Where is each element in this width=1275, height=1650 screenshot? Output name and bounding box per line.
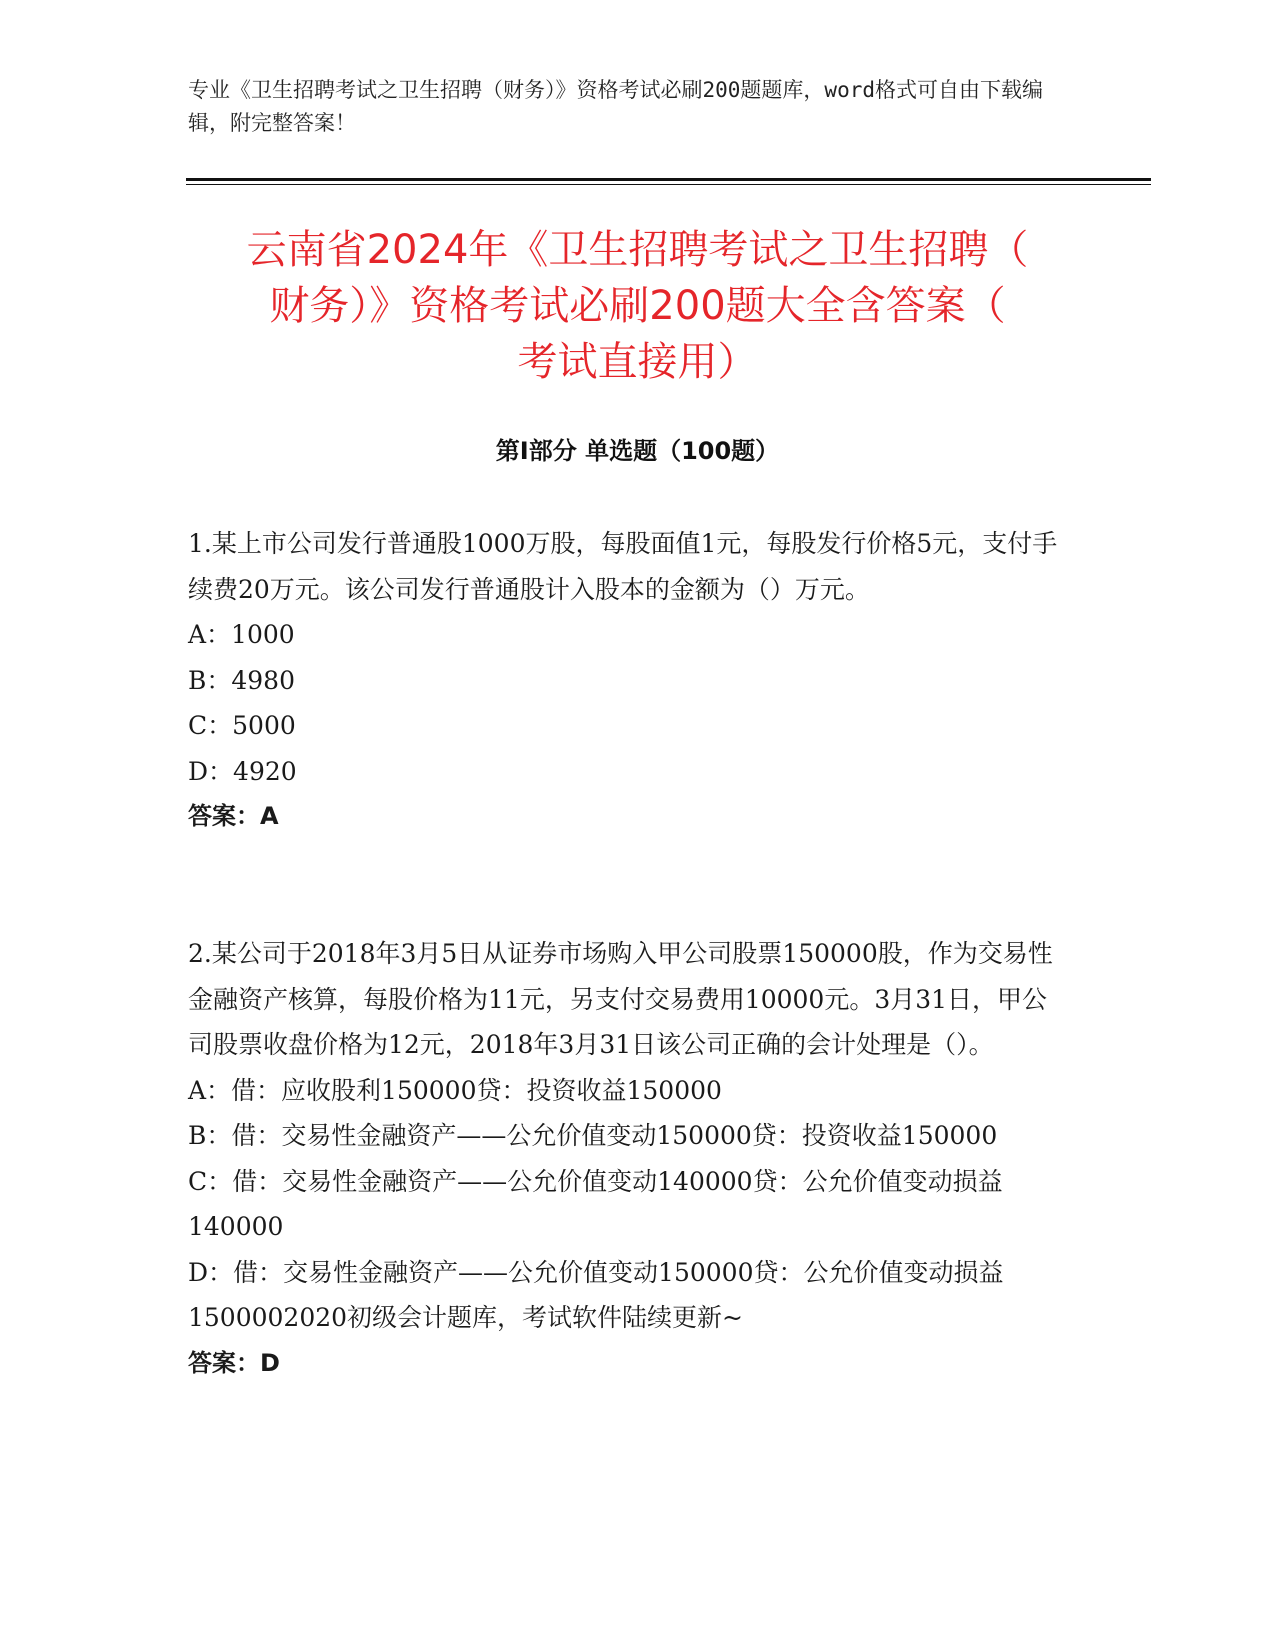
document-title-line-1: 云南省2024年《卫生招聘考试之卫生招聘（ — [246, 227, 1029, 273]
document-title — [150, 222, 1125, 390]
question-2 — [188, 931, 1068, 1386]
question-stem: 2.某公司于2018年3月5日从证券市场购入甲公司股票150000股，作为交易性金融资产核算，每股价格为11元，另支付交易费用10000元。3月31日，甲公司股票收盘价格为12元，2018年3月31日该公司正确的会计处理是（）。 — [188, 939, 1053, 1059]
option-b: B：4980 — [188, 665, 295, 695]
option-d: D：借：交易性金融资产——公允价值变动150000贷：公允价值变动损益1500002020初级会计题库，考试软件陆续更新~ — [188, 1257, 1004, 1332]
header-note: 专业《卫生招聘考试之卫生招聘（财务）》资格考试必刷200题题库，word格式可自由下载编辑，附完整答案！ — [188, 78, 1043, 135]
answer-label: 答案：D — [188, 1348, 280, 1377]
question-stem: 1.某上市公司发行普通股1000万股，每股面值1元，每股发行价格5元，支付手续费20万元。该公司发行普通股计入股本的金额为（）万元。 — [188, 529, 1058, 604]
option-a: A：1000 — [188, 620, 295, 649]
document-title-line-2: 财务）》资格考试必刷200题大全含答案（ — [269, 283, 1006, 329]
option-a: A：借：应收股利150000贷：投资收益150000 — [188, 1075, 722, 1105]
option-b: B：借：交易性金融资产——公允价值变动150000贷：投资收益150000 — [188, 1121, 998, 1150]
header-divider-thin — [186, 184, 1151, 185]
option-c: C：借：交易性金融资产——公允价值变动140000贷：公允价值变动损益140000 — [188, 1166, 1003, 1241]
option-c: C：5000 — [188, 711, 296, 740]
document-title-line-3: 考试直接用） — [517, 339, 758, 385]
question-1 — [188, 521, 1068, 840]
option-d: D：4920 — [188, 756, 297, 786]
answer-label: 答案：A — [188, 802, 279, 830]
header-divider-thick — [186, 178, 1151, 181]
section-heading: 第I部分 单选题（100题） — [495, 437, 780, 465]
